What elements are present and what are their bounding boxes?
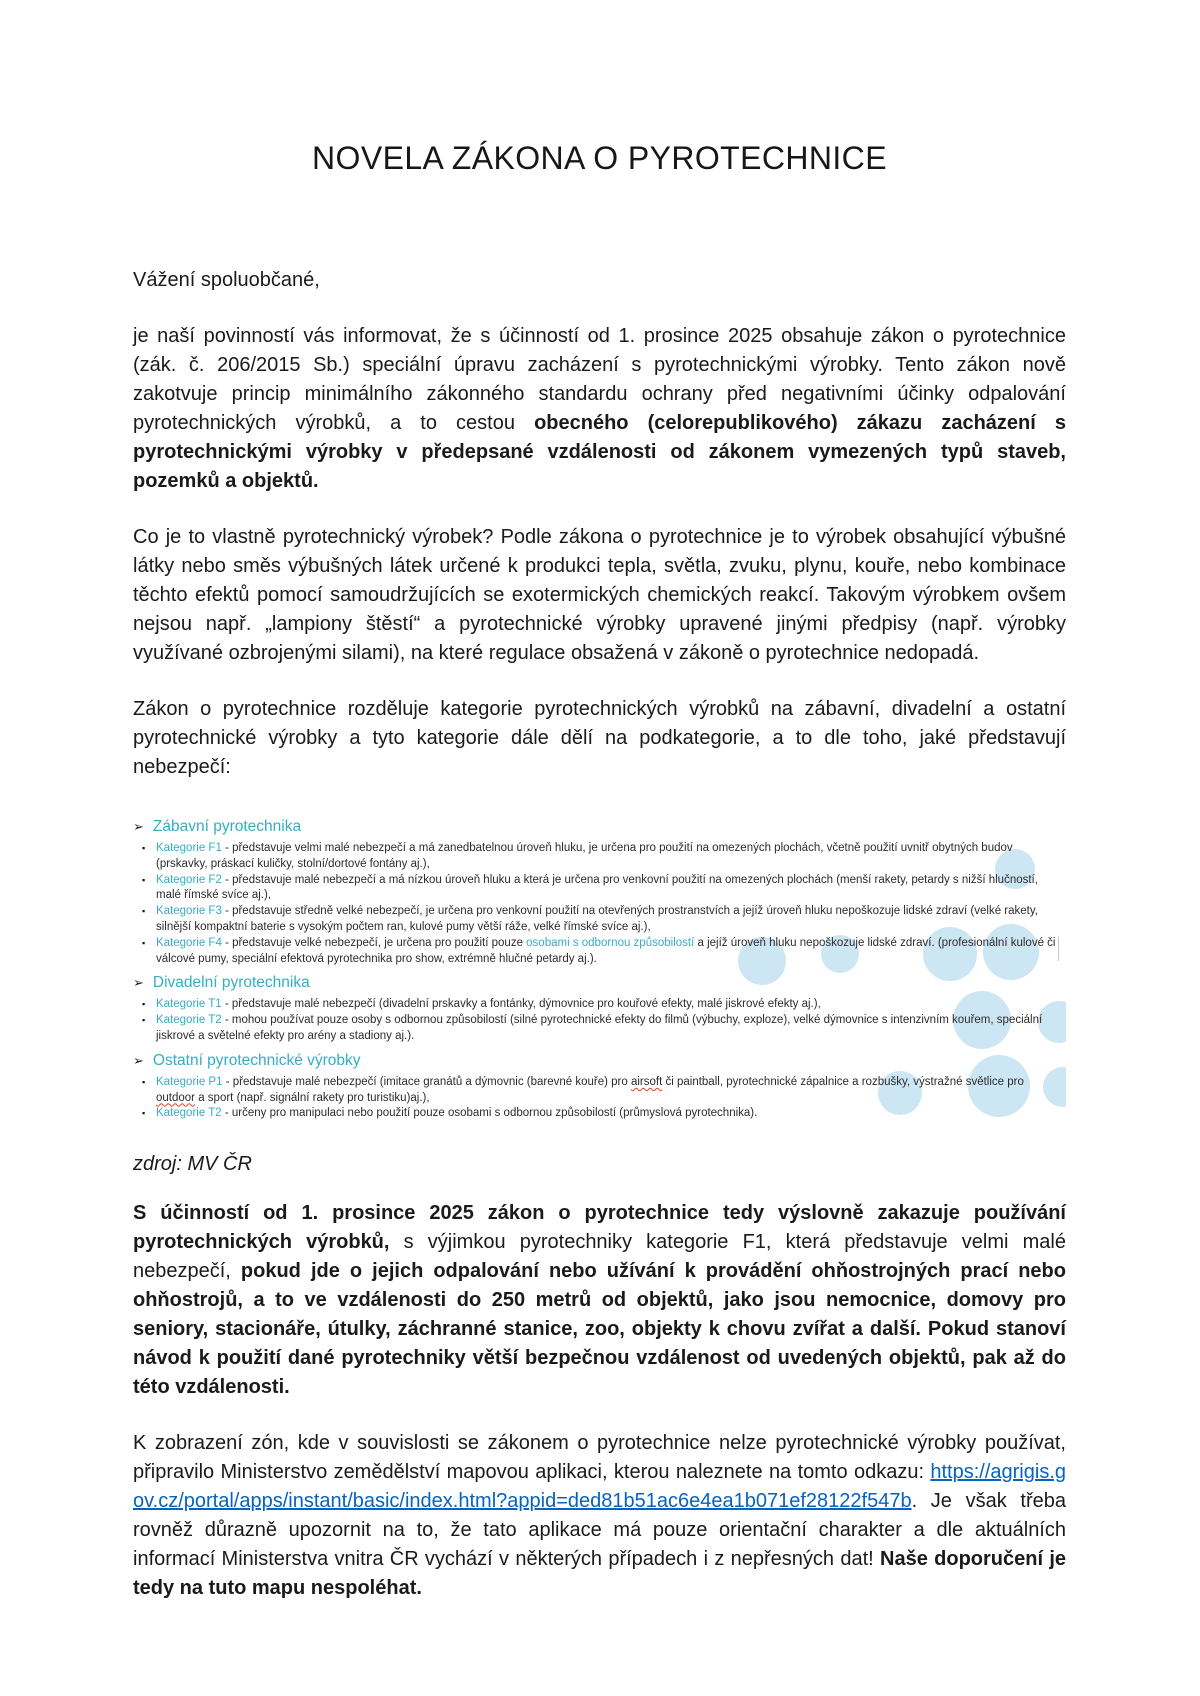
category-description: - představuje malé nebezpečí (imitace granátů a dýmovnic (barevné kouře) pro [222,1075,631,1088]
map-application-link[interactable]: https://agrigis.gov.cz/portal/apps/instant/basic/index.html?appid=ded81b51ac6e4ea1b071ef28122f547b [133,1461,1066,1513]
category-label: Kategorie T2 [156,1014,222,1027]
square-bullet-icon: ▪ [142,1108,146,1119]
category-label: Kategorie T1 [156,998,222,1011]
category-description: - představuje velmi malé nebezpečí a má zanedbatelnou úroveň hluku, je určena pro použití na omezených plochách, včetně použití uvnitř obytných budov (prskavky, práskací kuličky, stolní/dortové fontány aj.), [156,842,1013,870]
category-item-t1 [133,997,1066,1013]
category-label: Kategorie F1 [156,842,222,854]
section-heading-zabavni [133,816,1066,838]
intro-paragraph [133,322,1066,496]
category-description: - představuje malé nebezpečí (divadelní prskavky a fontánky, dýmovnice pro kouřové efekty, malé jiskrové efekty aj.), [221,998,821,1011]
greeting: Vážení spoluobčané, [133,269,320,291]
categories-list [133,816,1066,1122]
ban-bold-text-2: pokud jde o jejich odpalování nebo užívání k provádění ohňostrojných prací nebo ohňostrojů, a to ve vzdálenosti do 250 metrů od objektů, jako jsou nemocnice, domovy pro seniory, stacionáře, útulky, záchranné stanice, zoo, objekty k chovu zvířat a další. Pokud stanoví návod k použití dané pyrotechniky větší bezpečnou vzdálenost od uvedených objektů, pak až do této vzdálenosti. [133,1260,1066,1399]
category-item-f4 [133,936,1066,968]
category-description: - představuje velké nebezpečí, je určena pro použití pouze [221,936,527,949]
category-item-f3 [133,904,1066,936]
section-heading-label: Zábavní pyrotechnika [152,818,302,835]
category-description: - představuje malé nebezpečí a má nízkou úroveň hluku a která je určena pro venkovní použití na omezených plochách (menší rakety, petardy s nižší hlučností, malé římské svíce aj.), [156,873,1038,902]
section-heading-divadelni [133,972,1066,994]
category-description: a jejíž úroveň hluku nepoškozuje lidské zdraví. (profesionální kulové či válcové pumy, speciální efektová pyrotechnika pro show, extrémně hlučné petardy aj.). [156,936,1056,965]
source-note: zdroj: MV ČR [133,1153,252,1176]
category-item-t2-divadelni [133,1013,1066,1045]
map-intro-text: K zobrazení zón, kde v souvislosti se zákonem o pyrotechnice nelze pyrotechnické výrobky používat, připravilo Ministerstvo zemědělství mapovou aplikaci, kterou naleznete na tomto odkazu: [133,1432,1066,1484]
definition-paragraph: Co je to vlastně pyrotechnický výrobek? Podle zákona o pyrotechnice je to výrobek obsahující výbušné látky nebo směs výbušných látek určené k produkci tepla, světla, zvuku, plynu, kouře, nebo kombinace těchto efektů pomocí samoudržujících se exotermických chemických reakcí. Takovým výrobkem ovšem nejsou např. „lampiony štěstí“ a pyrotechnické výrobky upravené jinými předpisy (např. výrobky využívané ozbrojenými silami), na které regulace obsažená v zákoně o pyrotechnice nedopadá. [133,526,1066,664]
ban-paragraph [133,1199,1066,1402]
arrow-bullet-icon: ➢ [133,975,144,991]
category-description: - představuje středně velké nebezpečí, je určena pro venkovní použití na otevřených prostranstvích a jejíž úroveň hluku nepoškozuje lidské zdraví (velké rakety, silnější kompaktní baterie s vysokým počtem ran, kulové pumy větší ráže, velké římské svíce aj.), [156,905,1038,933]
arrow-bullet-icon: ➢ [133,1052,144,1068]
arrow-bullet-icon: ➢ [133,819,144,834]
categories-intro-paragraph: Zákon o pyrotechnice rozděluje kategorie pyrotechnických výrobků na zábavní, divadelní a ostatní pyrotechnické výrobky a tyto kategorie dále dělí na podkategorie, a to dle toho, jaké představují nebezpečí: [133,698,1066,778]
categories-figure [133,809,1066,1128]
category-label: Kategorie F2 [156,873,222,886]
square-bullet-icon: ▪ [142,999,146,1010]
square-bullet-icon: ▪ [142,1015,146,1026]
square-bullet-icon: ▪ [142,874,146,885]
category-description: a sport (např. signální rakety pro turistiku)aj.), [195,1091,430,1104]
section-heading-ostatni [133,1050,1066,1072]
map-warning-text: . Je však třeba rovněž důrazně upozornit na to, že tato aplikace má pouze orientační charakter a dle aktuálních informací Ministerstva vnitra ČR vychází v některých případech i z nepřesných dat! [133,1490,1066,1571]
category-description: či paintball, pyrotechnické zápalnice a rozbušky, výstražné světlice pro [662,1075,1024,1088]
category-item-t2-ostatni [133,1106,1066,1122]
misspelled-word: airsoft [630,1075,663,1088]
square-bullet-icon: ▪ [142,937,146,948]
category-item-f1 [133,841,1066,873]
misspelled-word: outdoor [156,1091,196,1104]
category-label: Kategorie T2 [156,1107,222,1120]
intro-bold-text: obecného (celorepublikového) zákazu zacházení s pyrotechnickými výrobky v předepsané vzdálenosti od zákonem vymezených typů staveb, pozemků a objektů. [133,412,1067,492]
category-item-f2 [133,873,1066,905]
map-recommendation-bold: Naše doporučení je tedy na tuto mapu nespoléhat. [133,1548,1066,1600]
square-bullet-icon: ▪ [142,843,146,853]
map-paragraph [133,1429,1066,1603]
intro-text: je naší povinností vás informovat, že s účinností od 1. prosince 2025 obsahuje zákon o pyrotechnice (zák. č. 206/2015 Sb.) speciální úpravu zacházení s pyrotechnickými výrobky. Tento zákon nově zakotvuje princip minimálního zákonného standardu ochrany před negativními účinky odpalování pyrotechnických výrobků, a to cestou [133,325,1066,434]
qualified-persons-highlight: osobami s odbornou způsobilostí [526,936,695,949]
square-bullet-icon: ▪ [142,906,146,917]
ban-bold-text: S účinností od 1. prosince 2025 zákon o pyrotechnice tedy výslovně zakazuje používání pyrotechnických výrobků, [133,1202,1066,1254]
category-description: - určeny pro manipulaci nebo použití pouze osobami s odbornou způsobilostí (průmyslová pyrotechnika). [221,1107,758,1120]
square-bullet-icon: ▪ [142,1076,146,1087]
category-label: Kategorie P1 [156,1075,223,1088]
ban-regular-text: s výjimkou pyrotechniky kategorie F1, která představuje velmi malé nebezpečí, [133,1231,1066,1283]
section-heading-label: Divadelní pyrotechnika [152,974,310,992]
category-item-p1 [133,1075,1066,1107]
page-title: NOVELA ZÁKONA O PYROTECHNICE [312,140,887,176]
category-label: Kategorie F4 [156,936,222,949]
section-heading-label: Ostatní pyrotechnické výrobky [152,1051,361,1069]
category-label: Kategorie F3 [156,905,222,918]
category-description: - mohou používat pouze osoby s odbornou způsobilostí (silné pyrotechnické efekty do filmů (výbuchy, exploze), velké dýmovnice s intenzivním kouřem, speciální jiskrové a světelné efekty pro arény a stadiony aj.). [156,1014,1043,1042]
